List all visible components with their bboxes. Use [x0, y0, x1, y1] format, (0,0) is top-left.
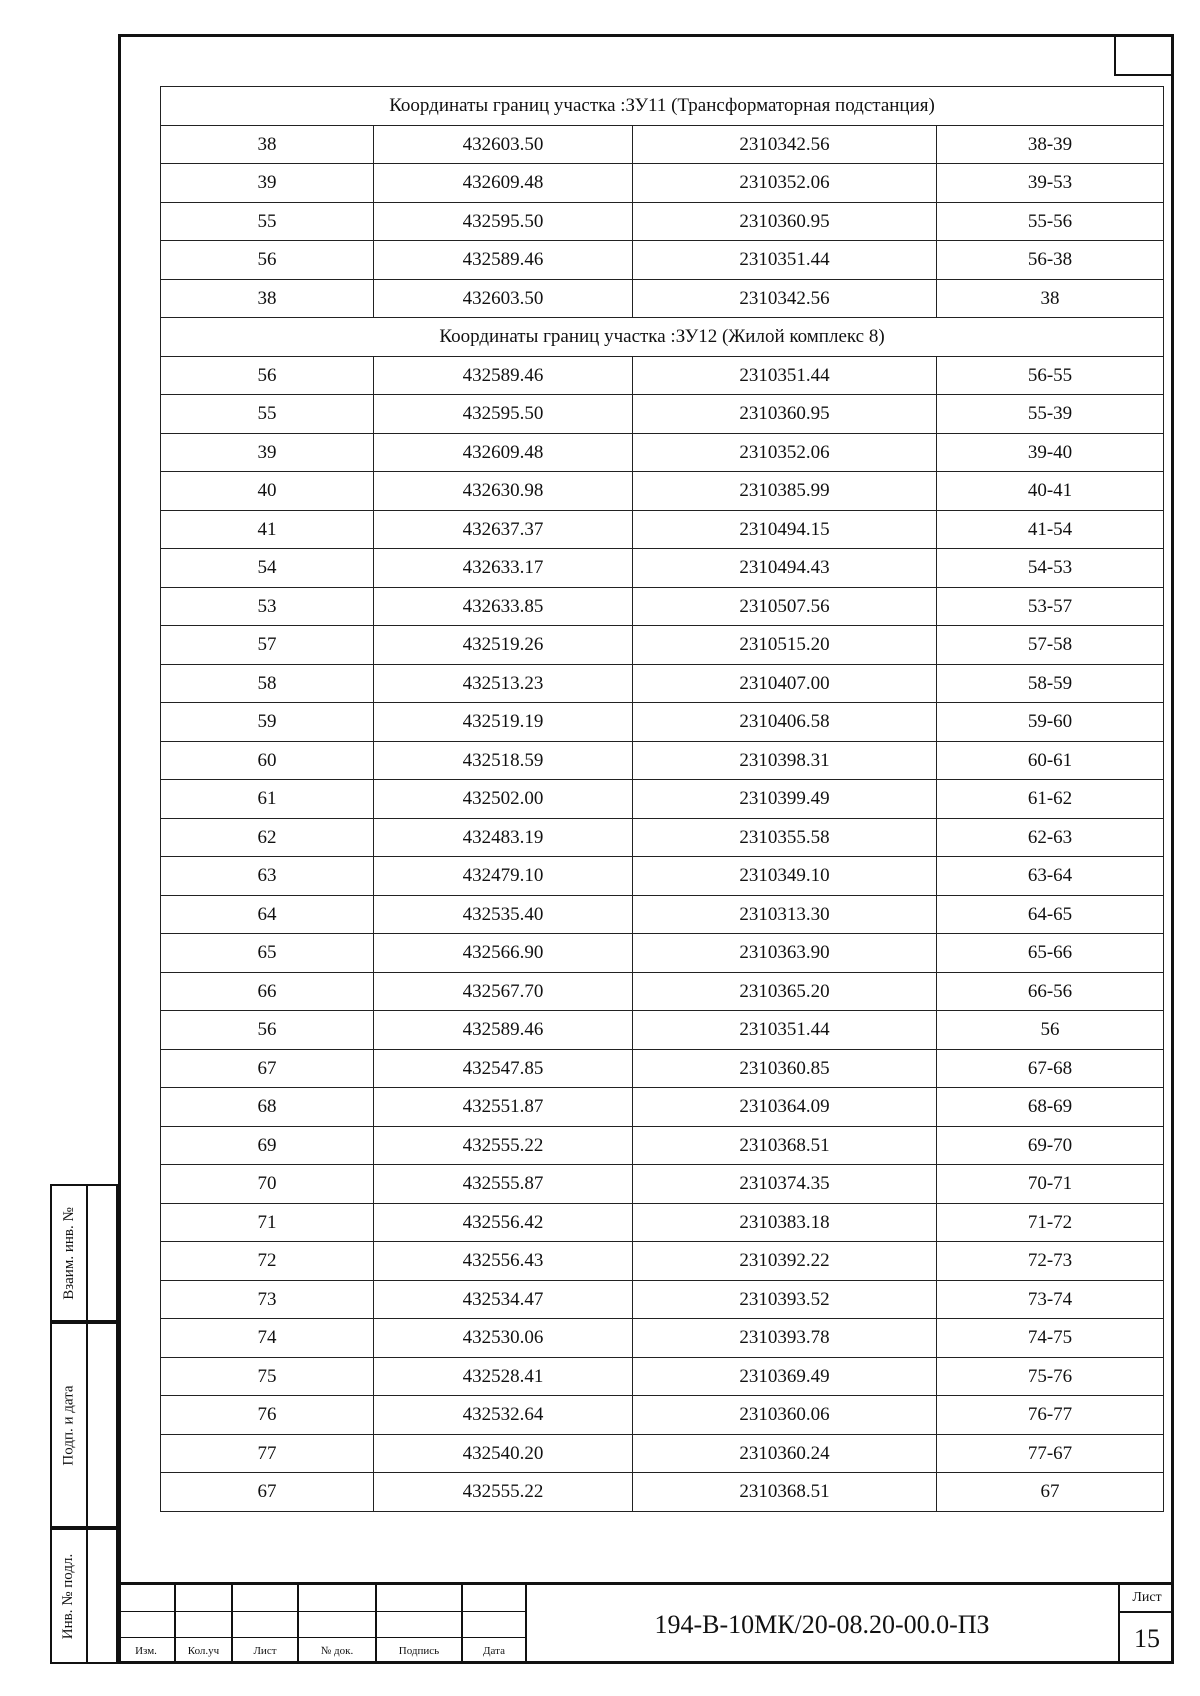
point-number-cell: 55	[161, 202, 374, 241]
point-number-cell: 53	[161, 587, 374, 626]
document-code: 194-В-10МК/20-08.20-00.0-ПЗ	[526, 1585, 1120, 1664]
y-coordinate-cell: 2310360.06	[633, 1396, 937, 1435]
table-row	[161, 780, 1164, 819]
y-coordinate-cell: 2310363.90	[633, 934, 937, 973]
x-coordinate-cell: 432589.46	[374, 1011, 633, 1050]
tb-label-list: Лист	[232, 1637, 298, 1664]
y-coordinate-cell: 2310360.95	[633, 202, 937, 241]
y-coordinate-cell: 2310352.06	[633, 433, 937, 472]
y-coordinate-cell: 2310374.35	[633, 1165, 937, 1204]
x-coordinate-cell: 432609.48	[374, 164, 633, 203]
table-row	[161, 1280, 1164, 1319]
table-row	[161, 1357, 1164, 1396]
table-row	[161, 895, 1164, 934]
point-number-cell: 71	[161, 1203, 374, 1242]
point-number-cell: 38	[161, 279, 374, 318]
x-coordinate-cell: 432534.47	[374, 1280, 633, 1319]
x-coordinate-cell: 432535.40	[374, 895, 633, 934]
x-coordinate-cell: 432567.70	[374, 972, 633, 1011]
y-coordinate-cell: 2310313.30	[633, 895, 937, 934]
sheet-number-box	[1120, 1585, 1174, 1664]
y-coordinate-cell: 2310368.51	[633, 1473, 937, 1512]
side-stamp-podp-label: Подп. и дата	[60, 1384, 77, 1466]
segment-cell: 60-61	[937, 741, 1164, 780]
segment-cell: 69-70	[937, 1126, 1164, 1165]
x-coordinate-cell: 432528.41	[374, 1357, 633, 1396]
x-coordinate-cell: 432519.19	[374, 703, 633, 742]
y-coordinate-cell: 2310352.06	[633, 164, 937, 203]
side-stamp-inv	[50, 1528, 118, 1664]
x-coordinate-cell: 432518.59	[374, 741, 633, 780]
y-coordinate-cell: 2310365.20	[633, 972, 937, 1011]
x-coordinate-cell: 432633.85	[374, 587, 633, 626]
x-coordinate-cell: 432513.23	[374, 664, 633, 703]
point-number-cell: 66	[161, 972, 374, 1011]
x-coordinate-cell: 432483.19	[374, 818, 633, 857]
table-row	[161, 125, 1164, 164]
segment-cell: 74-75	[937, 1319, 1164, 1358]
y-coordinate-cell: 2310351.44	[633, 1011, 937, 1050]
point-number-cell: 62	[161, 818, 374, 857]
corner-box	[1114, 34, 1174, 76]
segment-cell: 61-62	[937, 780, 1164, 819]
x-coordinate-cell: 432555.22	[374, 1126, 633, 1165]
x-coordinate-cell: 432595.50	[374, 202, 633, 241]
x-coordinate-cell: 432603.50	[374, 125, 633, 164]
y-coordinate-cell: 2310399.49	[633, 780, 937, 819]
segment-cell: 73-74	[937, 1280, 1164, 1319]
segment-cell: 64-65	[937, 895, 1164, 934]
x-coordinate-cell: 432556.42	[374, 1203, 633, 1242]
table-row	[161, 1434, 1164, 1473]
segment-cell: 59-60	[937, 703, 1164, 742]
section-title: Координаты границ участка :ЗУ12 (Жилой комплекс 8)	[161, 318, 1164, 357]
y-coordinate-cell: 2310393.78	[633, 1319, 937, 1358]
table-row	[161, 241, 1164, 280]
point-number-cell: 64	[161, 895, 374, 934]
point-number-cell: 60	[161, 741, 374, 780]
segment-cell: 65-66	[937, 934, 1164, 973]
table-row	[161, 433, 1164, 472]
y-coordinate-cell: 2310383.18	[633, 1203, 937, 1242]
y-coordinate-cell: 2310494.43	[633, 549, 937, 588]
x-coordinate-cell: 432633.17	[374, 549, 633, 588]
table-row	[161, 395, 1164, 434]
table-row	[161, 356, 1164, 395]
table-row	[161, 1396, 1164, 1435]
tb-label-data: Дата	[462, 1637, 526, 1664]
segment-cell: 38-39	[937, 125, 1164, 164]
segment-cell: 75-76	[937, 1357, 1164, 1396]
table-row	[161, 279, 1164, 318]
point-number-cell: 67	[161, 1049, 374, 1088]
sheet-label: Лист	[1120, 1585, 1174, 1613]
segment-cell: 72-73	[937, 1242, 1164, 1281]
table-row	[161, 664, 1164, 703]
y-coordinate-cell: 2310355.58	[633, 818, 937, 857]
x-coordinate-cell: 432566.90	[374, 934, 633, 973]
y-coordinate-cell: 2310515.20	[633, 626, 937, 665]
y-coordinate-cell: 2310360.95	[633, 395, 937, 434]
y-coordinate-cell: 2310351.44	[633, 356, 937, 395]
y-coordinate-cell: 2310385.99	[633, 472, 937, 511]
title-block	[118, 1582, 1174, 1664]
y-coordinate-cell: 2310349.10	[633, 857, 937, 896]
segment-cell: 58-59	[937, 664, 1164, 703]
point-number-cell: 55	[161, 395, 374, 434]
table-row	[161, 1011, 1164, 1050]
table-row	[161, 1473, 1164, 1512]
point-number-cell: 70	[161, 1165, 374, 1204]
point-number-cell: 39	[161, 433, 374, 472]
segment-cell: 67-68	[937, 1049, 1164, 1088]
point-number-cell: 73	[161, 1280, 374, 1319]
table-row	[161, 202, 1164, 241]
point-number-cell: 56	[161, 1011, 374, 1050]
table-row	[161, 472, 1164, 511]
point-number-cell: 72	[161, 1242, 374, 1281]
x-coordinate-cell: 432603.50	[374, 279, 633, 318]
y-coordinate-cell: 2310406.58	[633, 703, 937, 742]
table-row	[161, 1319, 1164, 1358]
segment-cell: 57-58	[937, 626, 1164, 665]
side-stamp-vzaim	[50, 1184, 118, 1322]
segment-cell: 63-64	[937, 857, 1164, 896]
segment-cell: 56-55	[937, 356, 1164, 395]
x-coordinate-cell: 432556.43	[374, 1242, 633, 1281]
x-coordinate-cell: 432530.06	[374, 1319, 633, 1358]
segment-cell: 39-53	[937, 164, 1164, 203]
section-title: Координаты границ участка :ЗУ11 (Трансформаторная подстанция)	[161, 87, 1164, 126]
segment-cell: 67	[937, 1473, 1164, 1512]
x-coordinate-cell: 432630.98	[374, 472, 633, 511]
point-number-cell: 74	[161, 1319, 374, 1358]
segment-cell: 77-67	[937, 1434, 1164, 1473]
x-coordinate-cell: 432479.10	[374, 857, 633, 896]
point-number-cell: 61	[161, 780, 374, 819]
segment-cell: 68-69	[937, 1088, 1164, 1127]
y-coordinate-cell: 2310407.00	[633, 664, 937, 703]
y-coordinate-cell: 2310360.85	[633, 1049, 937, 1088]
table-row	[161, 626, 1164, 665]
x-coordinate-cell: 432547.85	[374, 1049, 633, 1088]
point-number-cell: 69	[161, 1126, 374, 1165]
coordinates-table	[160, 86, 1164, 1512]
point-number-cell: 39	[161, 164, 374, 203]
y-coordinate-cell: 2310393.52	[633, 1280, 937, 1319]
x-coordinate-cell: 432555.22	[374, 1473, 633, 1512]
y-coordinate-cell: 2310507.56	[633, 587, 937, 626]
segment-cell: 41-54	[937, 510, 1164, 549]
point-number-cell: 40	[161, 472, 374, 511]
y-coordinate-cell: 2310392.22	[633, 1242, 937, 1281]
x-coordinate-cell: 432595.50	[374, 395, 633, 434]
x-coordinate-cell: 432551.87	[374, 1088, 633, 1127]
point-number-cell: 77	[161, 1434, 374, 1473]
x-coordinate-cell: 432540.20	[374, 1434, 633, 1473]
coordinates-table-body	[161, 87, 1164, 1512]
table-row	[161, 972, 1164, 1011]
point-number-cell: 56	[161, 241, 374, 280]
section-header-row	[161, 87, 1164, 126]
segment-cell: 38	[937, 279, 1164, 318]
y-coordinate-cell: 2310364.09	[633, 1088, 937, 1127]
y-coordinate-cell: 2310398.31	[633, 741, 937, 780]
sheet-number: 15	[1134, 1623, 1160, 1653]
x-coordinate-cell: 432609.48	[374, 433, 633, 472]
x-coordinate-cell: 432519.26	[374, 626, 633, 665]
y-coordinate-cell: 2310368.51	[633, 1126, 937, 1165]
point-number-cell: 58	[161, 664, 374, 703]
section-header-row	[161, 318, 1164, 357]
table-row	[161, 857, 1164, 896]
point-number-cell: 57	[161, 626, 374, 665]
point-number-cell: 56	[161, 356, 374, 395]
point-number-cell: 76	[161, 1396, 374, 1435]
tb-label-podpis: Подпись	[376, 1637, 462, 1664]
x-coordinate-cell: 432589.46	[374, 241, 633, 280]
point-number-cell: 38	[161, 125, 374, 164]
segment-cell: 39-40	[937, 433, 1164, 472]
segment-cell: 66-56	[937, 972, 1164, 1011]
table-row	[161, 1165, 1164, 1204]
point-number-cell: 68	[161, 1088, 374, 1127]
table-row	[161, 1049, 1164, 1088]
y-coordinate-cell: 2310494.15	[633, 510, 937, 549]
segment-cell: 76-77	[937, 1396, 1164, 1435]
segment-cell: 62-63	[937, 818, 1164, 857]
table-row	[161, 703, 1164, 742]
table-row	[161, 1203, 1164, 1242]
x-coordinate-cell: 432589.46	[374, 356, 633, 395]
table-row	[161, 1126, 1164, 1165]
segment-cell: 56-38	[937, 241, 1164, 280]
table-row	[161, 1088, 1164, 1127]
x-coordinate-cell: 432555.87	[374, 1165, 633, 1204]
x-coordinate-cell: 432637.37	[374, 510, 633, 549]
side-stamp-podp	[50, 1322, 118, 1528]
table-row	[161, 510, 1164, 549]
y-coordinate-cell: 2310369.49	[633, 1357, 937, 1396]
y-coordinate-cell: 2310351.44	[633, 241, 937, 280]
table-row	[161, 164, 1164, 203]
point-number-cell: 59	[161, 703, 374, 742]
point-number-cell: 75	[161, 1357, 374, 1396]
title-block-grid	[118, 1585, 527, 1664]
y-coordinate-cell: 2310342.56	[633, 125, 937, 164]
segment-cell: 55-56	[937, 202, 1164, 241]
table-row	[161, 587, 1164, 626]
segment-cell: 54-53	[937, 549, 1164, 588]
table-row	[161, 549, 1164, 588]
tb-label-izm: Изм.	[118, 1637, 175, 1664]
side-stamp-vzaim-label: Взаим. инв. №	[60, 1206, 77, 1300]
table-row	[161, 818, 1164, 857]
point-number-cell: 65	[161, 934, 374, 973]
x-coordinate-cell: 432502.00	[374, 780, 633, 819]
side-stamp-inv-label: Инв. № подл.	[60, 1553, 77, 1639]
segment-cell: 70-71	[937, 1165, 1164, 1204]
table-row	[161, 1242, 1164, 1281]
point-number-cell: 54	[161, 549, 374, 588]
segment-cell: 55-39	[937, 395, 1164, 434]
segment-cell: 40-41	[937, 472, 1164, 511]
x-coordinate-cell: 432532.64	[374, 1396, 633, 1435]
y-coordinate-cell: 2310342.56	[633, 279, 937, 318]
tb-label-ndok: № док.	[298, 1637, 376, 1664]
point-number-cell: 67	[161, 1473, 374, 1512]
point-number-cell: 63	[161, 857, 374, 896]
segment-cell: 71-72	[937, 1203, 1164, 1242]
segment-cell: 53-57	[937, 587, 1164, 626]
table-row	[161, 741, 1164, 780]
point-number-cell: 41	[161, 510, 374, 549]
tb-label-kol: Кол.уч	[175, 1637, 232, 1664]
y-coordinate-cell: 2310360.24	[633, 1434, 937, 1473]
table-row	[161, 934, 1164, 973]
segment-cell: 56	[937, 1011, 1164, 1050]
